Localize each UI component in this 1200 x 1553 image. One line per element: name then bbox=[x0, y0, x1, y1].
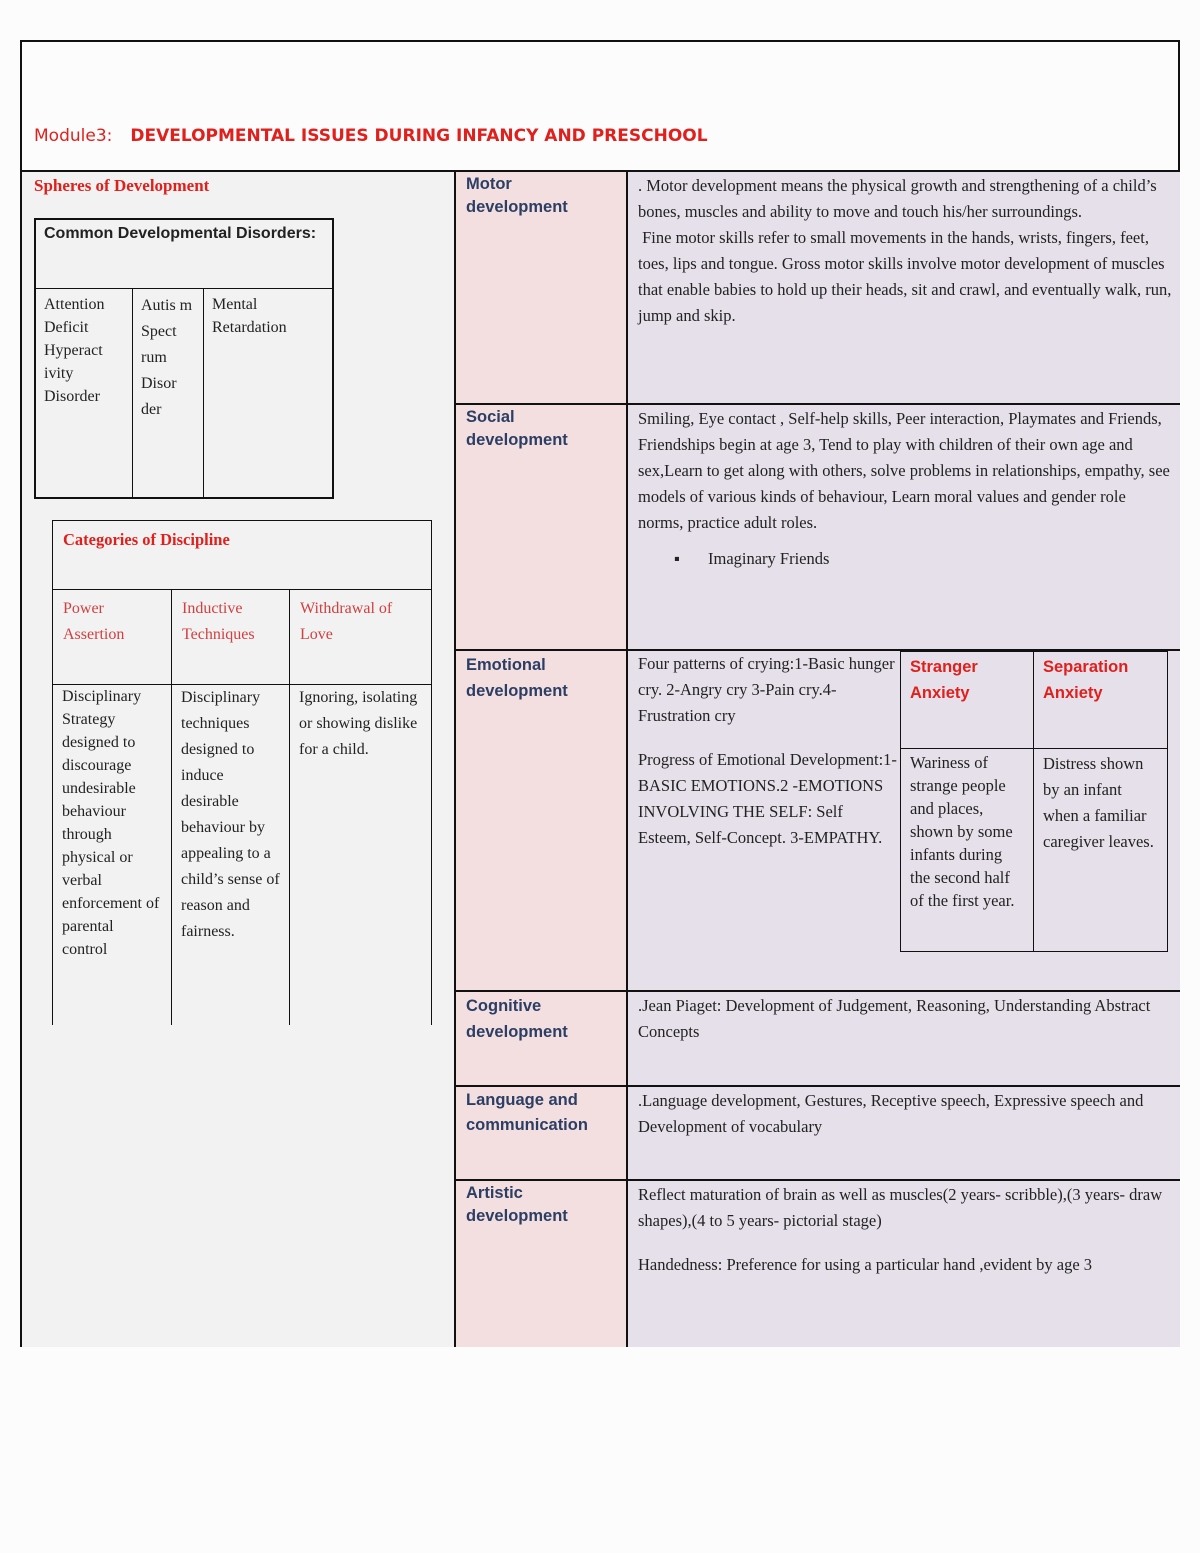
module-number: Module3: bbox=[34, 126, 113, 146]
row-emotional bbox=[456, 651, 1180, 992]
disorders-heading: Common Developmental Disorders: bbox=[35, 219, 333, 289]
artistic-text-1: Reflect maturation of brain as well as muscles(2 years- scribble),(3 years- draw shapes),(4 to 5 years- pictorial stage) bbox=[638, 1185, 1163, 1230]
disorders-table bbox=[34, 218, 334, 499]
category-withdrawal-of-love: Withdrawal of Love bbox=[290, 590, 432, 685]
title-row bbox=[22, 42, 1178, 172]
row-social bbox=[456, 405, 1180, 651]
label-emotional: Emotional development bbox=[456, 651, 628, 990]
disorder-adhd: Attention Deficit Hyperact ivity Disorder bbox=[35, 289, 133, 499]
value-cognitive bbox=[628, 992, 1180, 1085]
row-language bbox=[456, 1087, 1180, 1181]
anxiety-table bbox=[900, 651, 1168, 952]
page-title bbox=[34, 126, 708, 146]
label-language: Language and communication bbox=[456, 1087, 628, 1179]
language-text: .Language development, Gestures, Receptive speech, Expressive speech and Development of vocabulary bbox=[638, 1091, 1144, 1136]
emotional-progress: Progress of Emotional Development:1-BASIC EMOTIONS.2 -EMOTIONS INVOLVING THE SELF: Self Esteem, Self-Concept. 3-EMPATHY. bbox=[638, 750, 897, 847]
label-artistic: Artistic development bbox=[456, 1181, 628, 1347]
spheres-heading: Spheres of Development bbox=[34, 176, 210, 195]
social-bullet-item bbox=[638, 546, 1172, 572]
disorder-mental-retardation: Mental Retardation bbox=[204, 289, 334, 499]
definition-power-assertion: Disciplinary Strategy designed to discourage undesirable behaviour through physical or verbal enforcement of parental control bbox=[53, 685, 172, 1026]
separation-anxiety-title: Separation Anxiety bbox=[1034, 652, 1168, 749]
row-motor bbox=[456, 172, 1180, 405]
value-language bbox=[628, 1087, 1180, 1179]
row-cognitive bbox=[456, 992, 1180, 1087]
label-motor: Motor development bbox=[456, 172, 628, 403]
category-power-assertion: Power Assertion bbox=[53, 590, 172, 685]
discipline-table bbox=[52, 520, 432, 1025]
stranger-anxiety-text: Wariness of strange people and places, shown by some infants during the second half of the first year. bbox=[901, 749, 1034, 952]
separation-anxiety-text: Distress shown by an infant when a familiar caregiver leaves. bbox=[1034, 749, 1168, 952]
label-social: Social development bbox=[456, 405, 628, 649]
module-title: DEVELOPMENTAL ISSUES DURING INFANCY AND PRESCHOOL bbox=[130, 126, 708, 146]
value-motor bbox=[628, 172, 1180, 403]
value-artistic bbox=[628, 1181, 1180, 1347]
definition-withdrawal-of-love: Ignoring, isolating or showing dislike for a child. bbox=[290, 685, 432, 1026]
stranger-anxiety-title: Stranger Anxiety bbox=[901, 652, 1034, 749]
disorder-autism: Autis m Spect rum Disor der bbox=[133, 289, 204, 499]
value-social bbox=[628, 405, 1180, 649]
cognitive-text: .Jean Piaget: Development of Judgement, Reasoning, Understanding Abstract Concepts bbox=[638, 996, 1151, 1041]
motor-text-2: Fine motor skills refer to small movements in the hands, wrists, fingers, feet, toes, lips and tongue. Gross motor skills involve motor development of muscles that enable babies to hold up their heads, sit and crawl, and eventually walk, run, jump and skip. bbox=[638, 228, 1176, 325]
discipline-heading: Categories of Discipline bbox=[53, 521, 432, 590]
value-emotional bbox=[628, 651, 1180, 990]
label-cognitive: Cognitive development bbox=[456, 992, 628, 1085]
social-bullet-text: Imaginary Friends bbox=[708, 549, 830, 568]
emotional-text bbox=[638, 651, 898, 851]
motor-text-1: . Motor development means the physical growth and strengthening of a child’s bones, muscles and ability to move and touch his/her surroundings. bbox=[638, 176, 1157, 221]
document-page bbox=[20, 40, 1180, 1347]
category-inductive-techniques: Inductive Techniques bbox=[172, 590, 290, 685]
emotional-crying: Four patterns of crying:1-Basic hunger cry. 2-Angry cry 3-Pain cry.4-Frustration cry bbox=[638, 654, 895, 725]
social-text: Smiling, Eye contact , Self-help skills, Peer interaction, Playmates and Friends, Friendships begin at age 3, Tend to play with children of their own age and sex,Learn to get along with others, solve problems in relationships, empathy, see models of various kinds of behaviour, Learn moral values and gender role norms, practice adult roles. bbox=[638, 409, 1170, 532]
left-column bbox=[22, 172, 456, 1347]
bullet-icon: ▪ bbox=[674, 549, 680, 568]
definition-inductive-techniques: Disciplinary techniques designed to induce desirable behaviour by appealing to a child’s sense of reason and fairness. bbox=[172, 685, 290, 1026]
row-artistic bbox=[456, 1181, 1180, 1347]
artistic-text-2: Handedness: Preference for using a particular hand ,evident by age 3 bbox=[638, 1255, 1093, 1274]
